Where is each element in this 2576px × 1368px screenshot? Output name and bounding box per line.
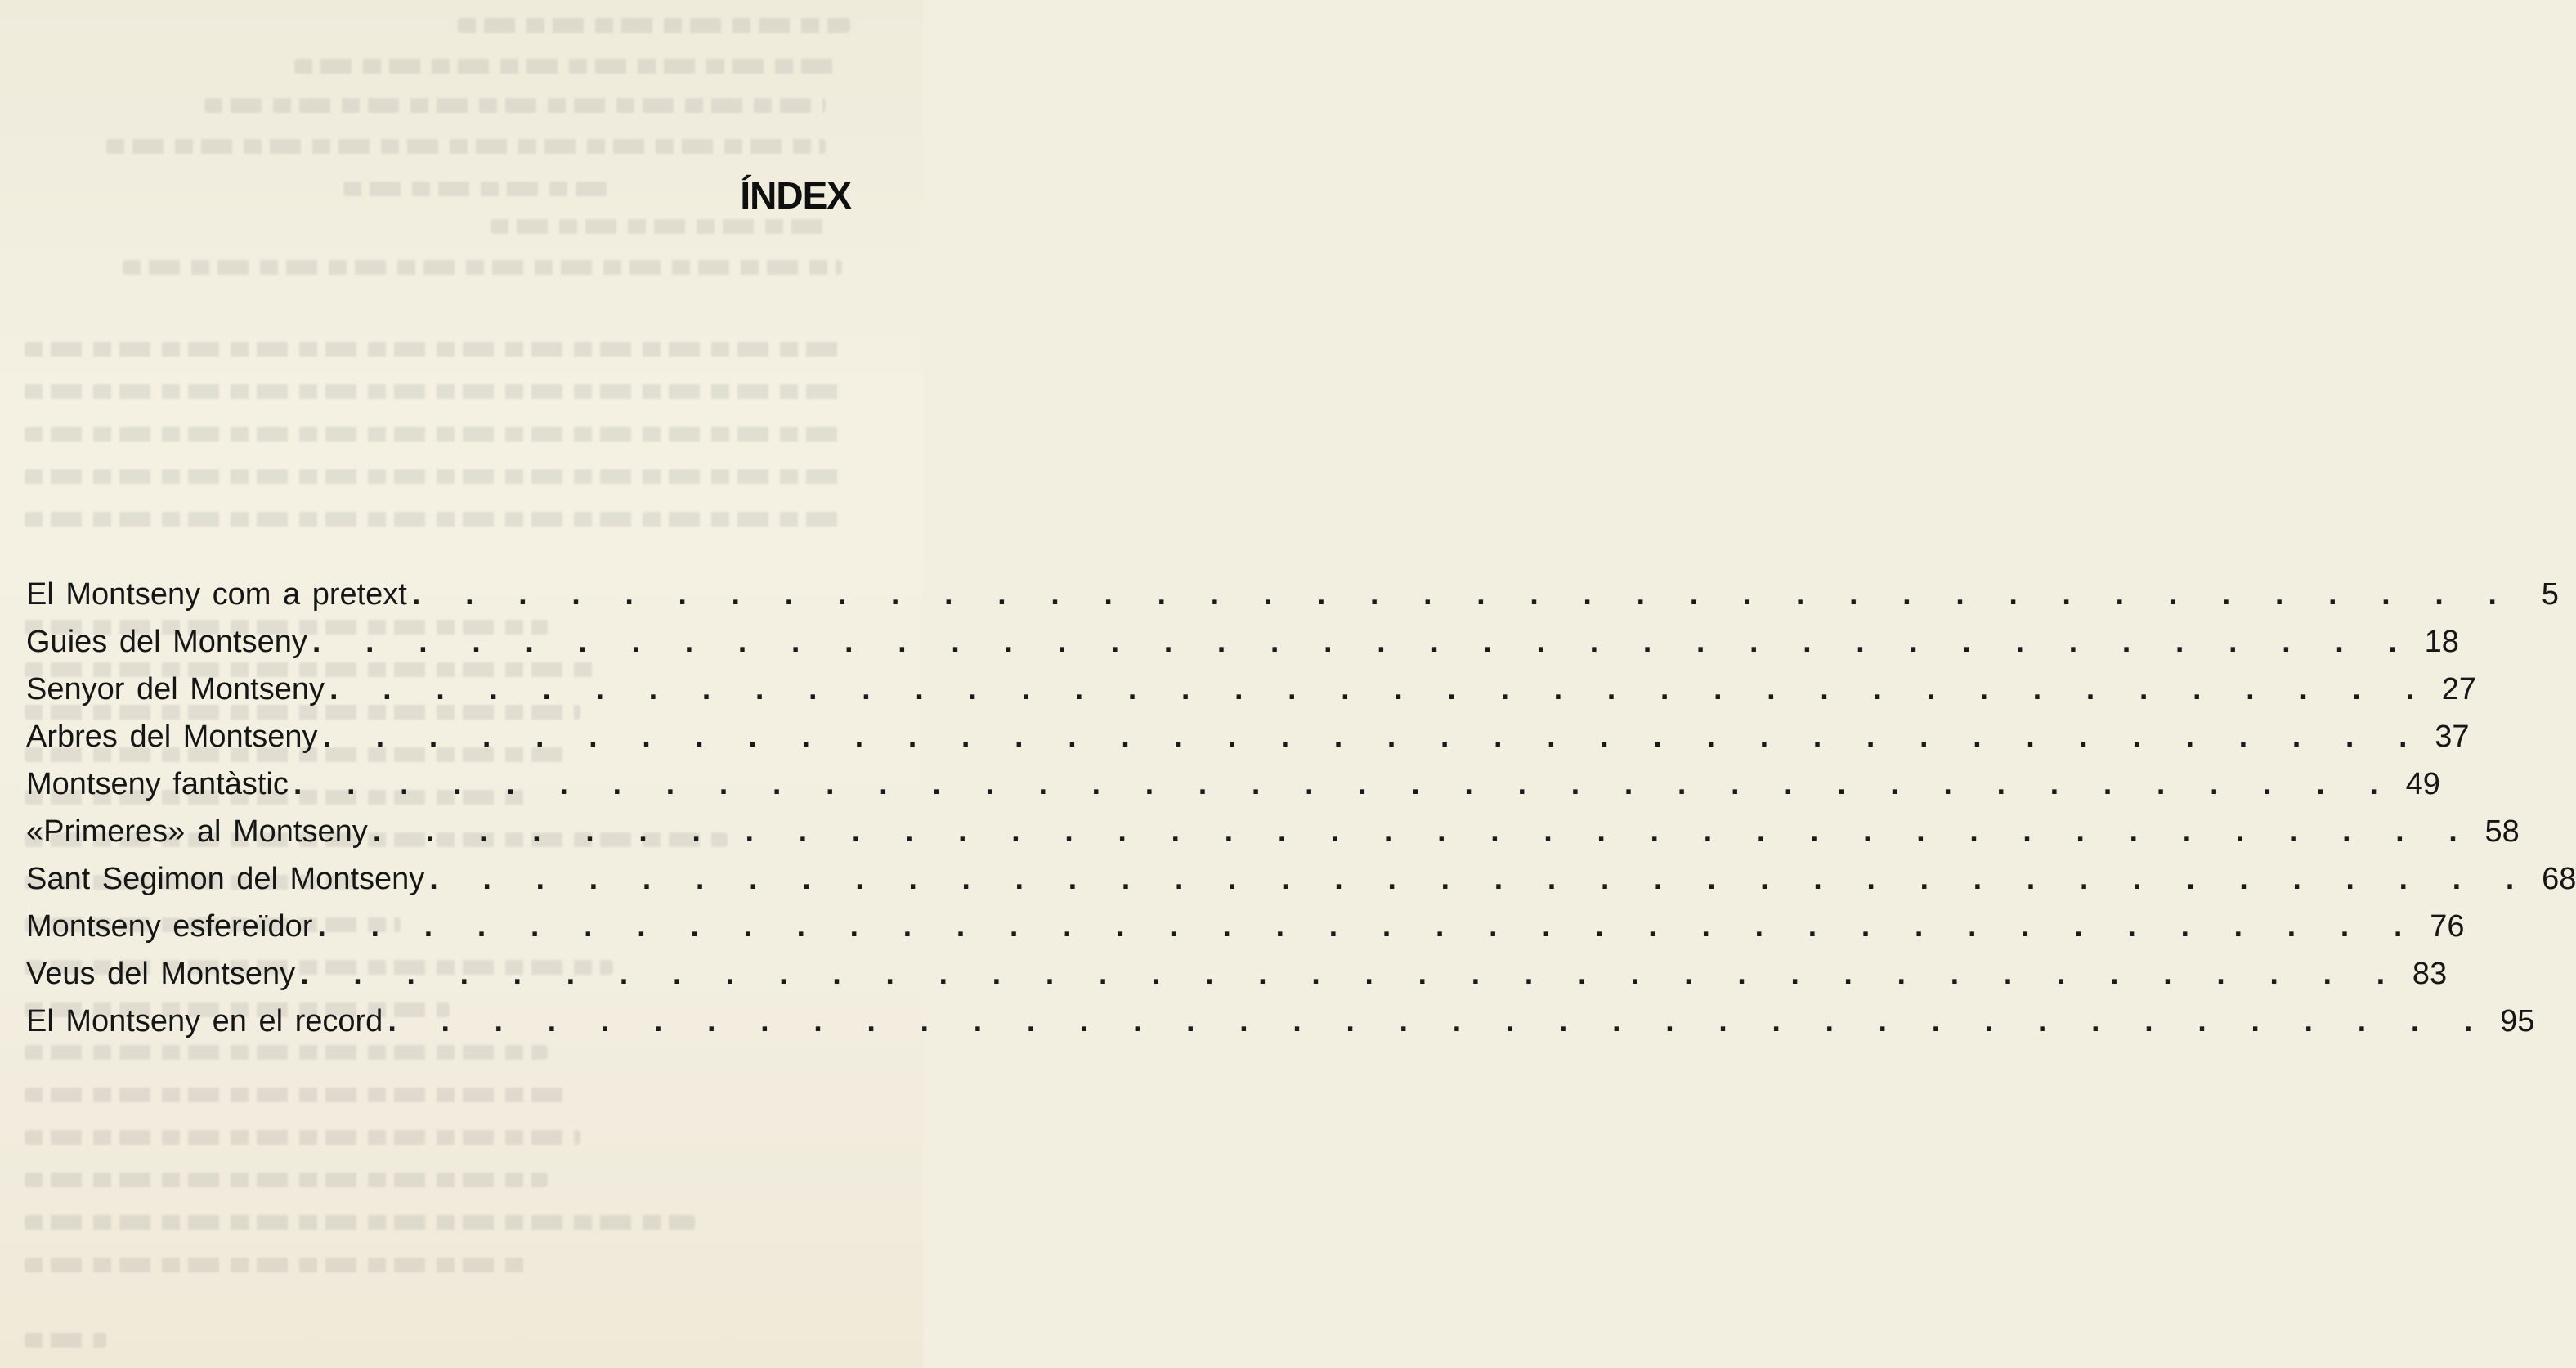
toc-entry-title: El Montseny en el record bbox=[26, 1004, 383, 1038]
index-heading: ÍNDEX bbox=[740, 174, 851, 217]
toc-entry-title: Senyor del Montseny bbox=[26, 672, 325, 706]
toc-entry[interactable] bbox=[26, 998, 2535, 1045]
table-of-contents bbox=[26, 571, 2576, 1045]
toc-leader-dots: . . . . . . . . . . . . . . . . . . . . . . . . . . . . . . . . . . . . . . . . bbox=[372, 814, 2475, 849]
toc-entry[interactable] bbox=[26, 713, 2470, 760]
toc-page-number: 18 bbox=[2424, 625, 2459, 659]
toc-leader-dots: . . . . . . . . . . . . . . . . . . . . . . . . . . . . . . . . . . . . . . . . bbox=[429, 862, 2533, 896]
toc-entry-title: Montseny fantàstic bbox=[26, 767, 289, 801]
toc-leader-dots: . . . . . . . . . . . . . . . . . . . . . . . . . . . . . . . . . . . . . . . . bbox=[311, 625, 2415, 659]
toc-leader-dots: . . . . . . . . . . . . . . . . . . . . . . . . . . . . . . . . . . . . . . . . bbox=[317, 909, 2421, 944]
toc-leader-dots: . . . . . . . . . . . . . . . . . . . . . . . . . . . . . . . . . . . . . . . . bbox=[411, 577, 2515, 612]
toc-leader-dots: . . . . . . . . . . . . . . . . . . . . . . . . . . . . . . . . . . . . . . . . bbox=[300, 957, 2404, 991]
toc-entry[interactable] bbox=[26, 950, 2448, 998]
toc-leader-dots: . . . . . . . . . . . . . . . . . . . . . . . . . . . . . . . . . . . . . . . . bbox=[329, 672, 2433, 706]
toc-page-number: 83 bbox=[2412, 957, 2448, 991]
toc-entry-title: Guies del Montseny bbox=[26, 625, 307, 659]
toc-entry[interactable] bbox=[26, 571, 2559, 618]
toc-entry-title: Arbres del Montseny bbox=[26, 720, 318, 754]
toc-entry[interactable] bbox=[26, 760, 2440, 808]
toc-page-number: 95 bbox=[2500, 1004, 2535, 1038]
toc-leader-dots: . . . . . . . . . . . . . . . . . . . . . . . . . . . . . . . . . . . . . . . . bbox=[322, 720, 2426, 754]
toc-entry[interactable] bbox=[26, 618, 2459, 666]
toc-page-number: 76 bbox=[2430, 909, 2465, 944]
toc-leader-dots: . . . . . . . . . . . . . . . . . . . . . . . . . . . . . . . . . . . . . . . . bbox=[388, 1004, 2491, 1038]
toc-page-number: 5 bbox=[2541, 577, 2559, 612]
toc-entry-title: El Montseny com a pretext bbox=[26, 577, 407, 612]
toc-page-number: 49 bbox=[2405, 767, 2440, 801]
toc-page-number: 37 bbox=[2435, 720, 2470, 754]
toc-page-number: 58 bbox=[2484, 814, 2520, 849]
toc-entry[interactable] bbox=[26, 903, 2465, 950]
toc-entry-title: Veus del Montseny bbox=[26, 957, 296, 991]
toc-entry-title: Montseny esfereïdor bbox=[26, 909, 313, 944]
toc-entry[interactable] bbox=[26, 808, 2520, 855]
toc-page-number: 27 bbox=[2441, 672, 2477, 706]
toc-entry[interactable] bbox=[26, 666, 2477, 713]
toc-entry[interactable] bbox=[26, 855, 2576, 903]
toc-entry-title: «Primeres» al Montseny bbox=[26, 814, 368, 849]
toc-entry-title: Sant Segimon del Montseny bbox=[26, 862, 425, 896]
toc-page-number: 68 bbox=[2542, 862, 2576, 896]
toc-leader-dots: . . . . . . . . . . . . . . . . . . . . . . . . . . . . . . . . . . . . . . . . bbox=[293, 767, 2396, 801]
